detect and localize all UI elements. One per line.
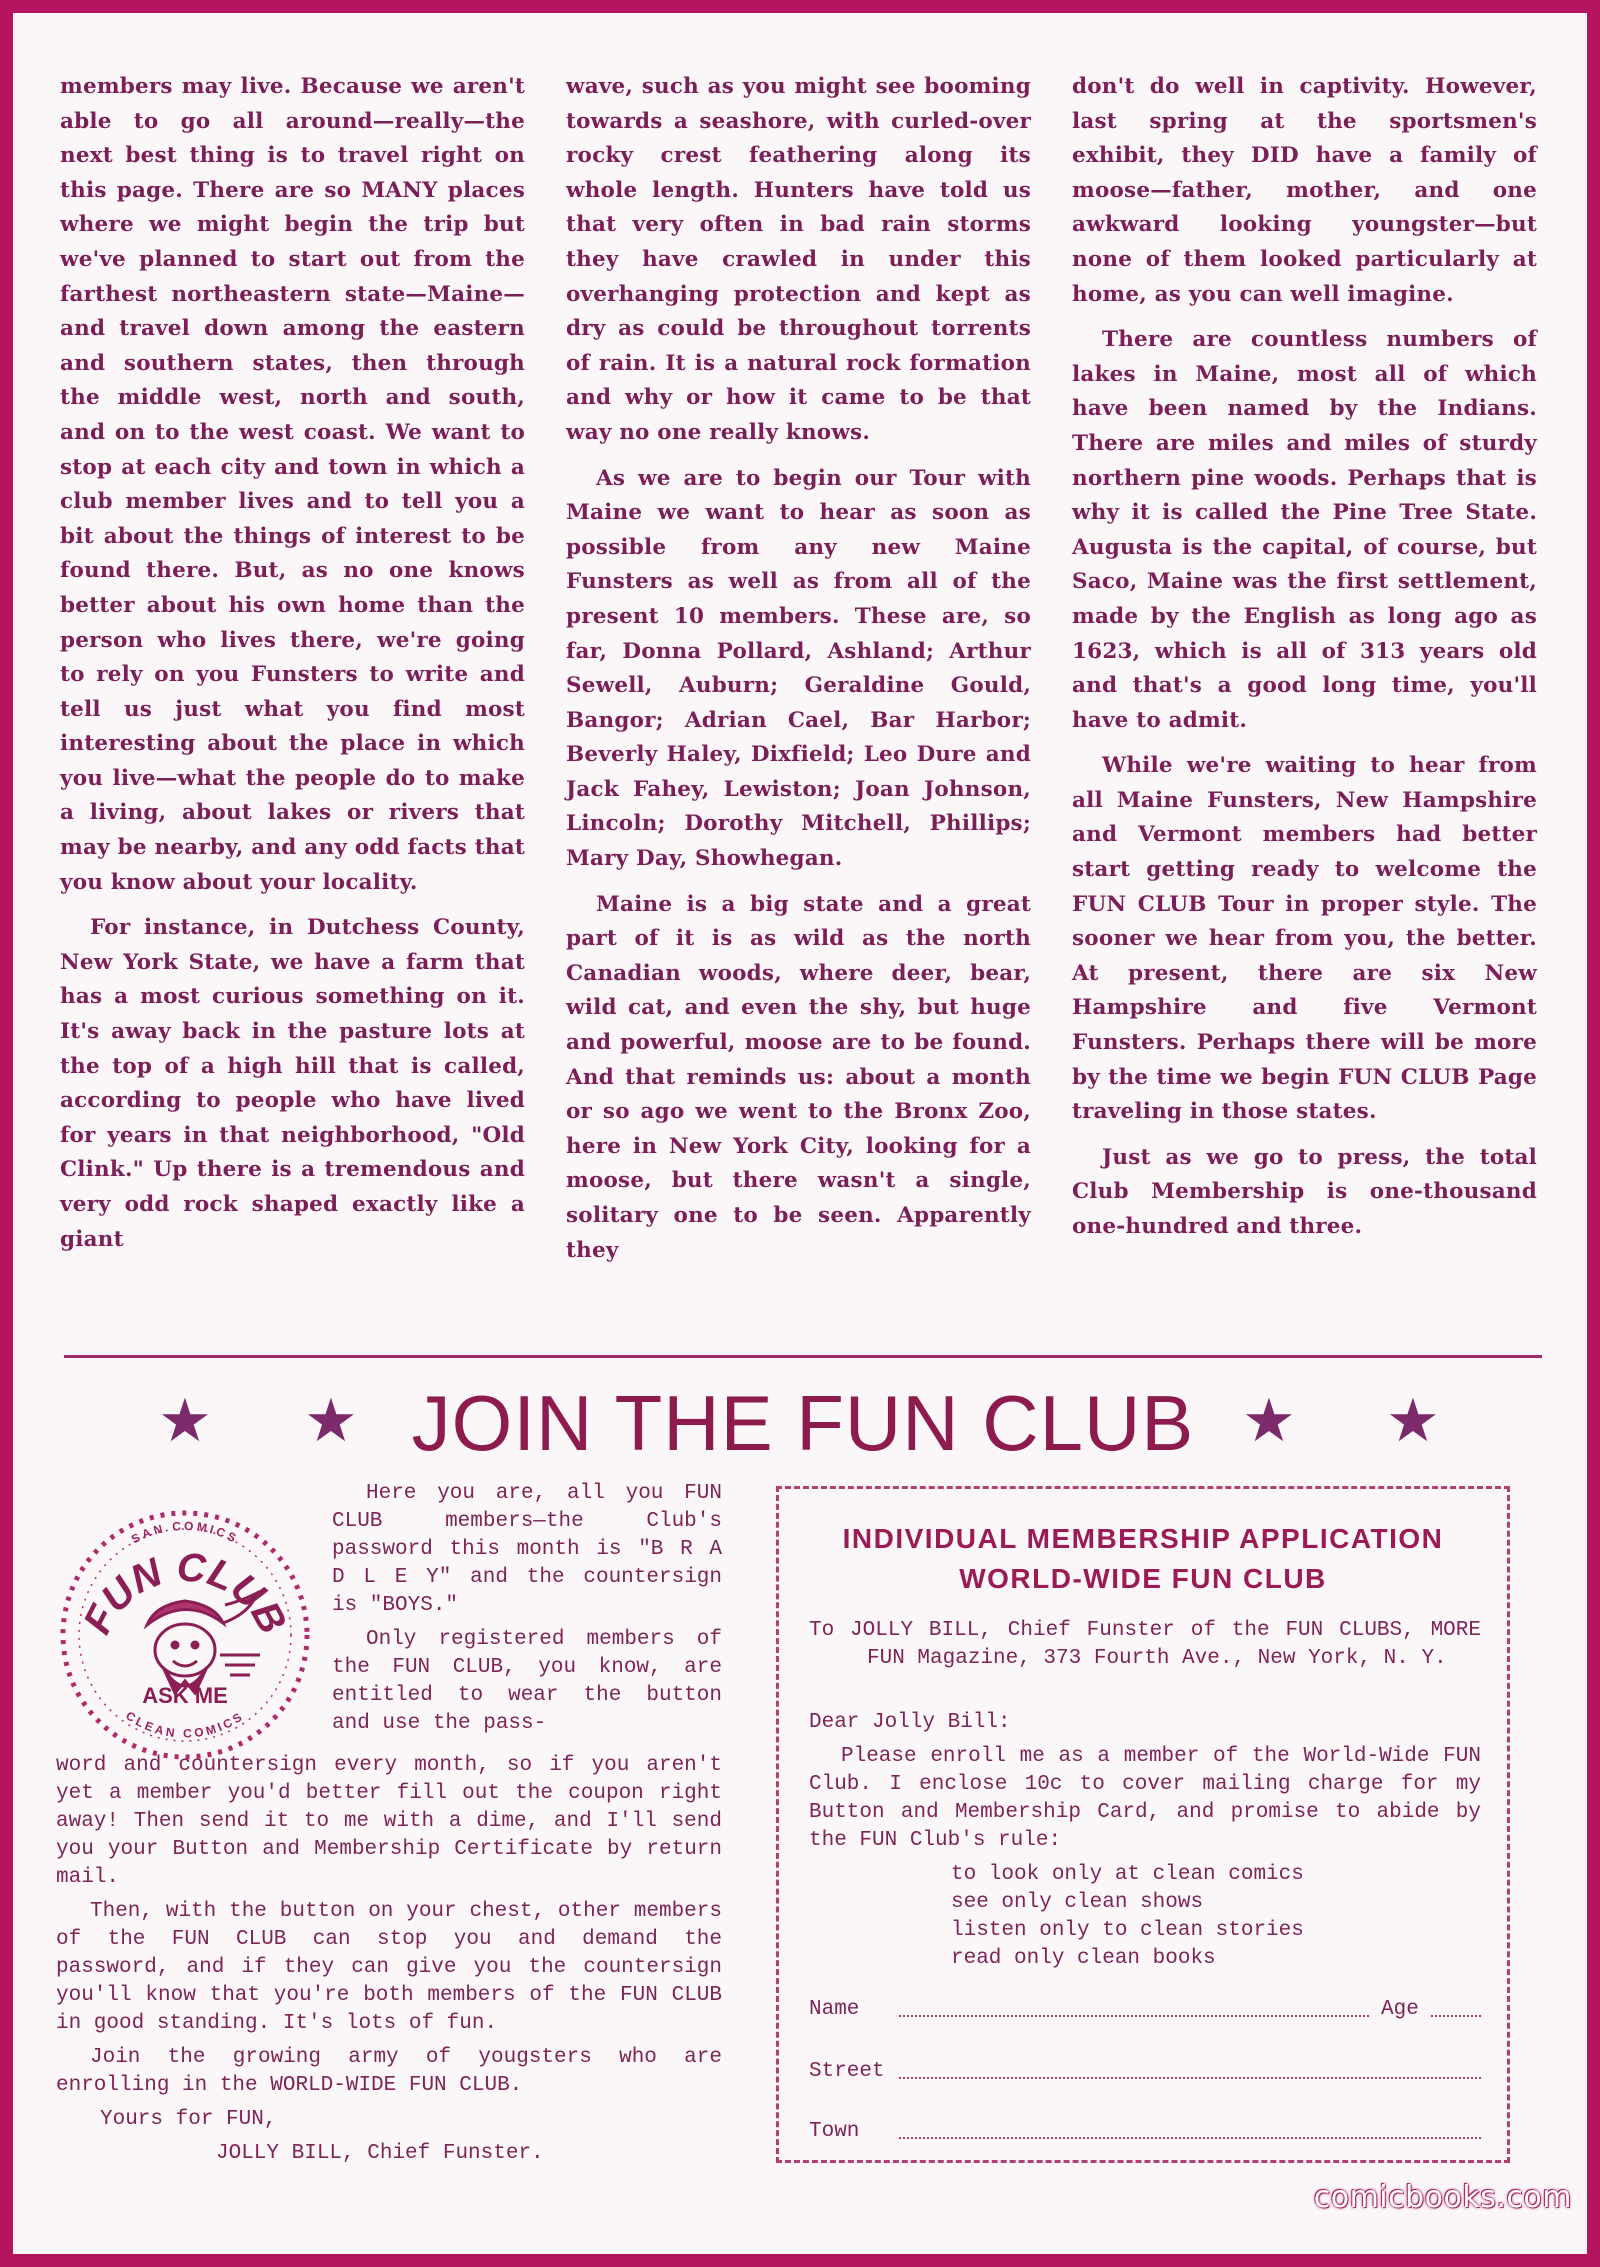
street-label: Street [809,2060,885,2083]
article-paragraph: While we're waiting to hear from all Maine Funsters, New Hampshire and Vermont members had better start getting ready to welcome the FUN CLUB Tour in proper style. The sooner we hear from you, the better. At present, there are six New Hampshire and five Vermont Funsters. Perhaps there will be more by the time we begin FUN CLUB Page traveling in those states. [1072,753,1537,1125]
article-column-2 [566,70,1031,1279]
age-field[interactable] [1431,2015,1481,2017]
town-row [809,2113,1481,2147]
logo-ring-top-text: SAN COMICS [128,1518,242,1547]
application-salutation: Dear Jolly Bill: [809,1711,1011,1734]
application-title: INDIVIDUAL MEMBERSHIP APPLICATION [842,1523,1444,1554]
club-rule: read only clean books [951,1947,1216,1970]
svg-text:SAN COMICS [129,1519,241,1547]
logo-ask-me-text: ASK ME [142,1683,228,1708]
club-rule: see only clean shows [951,1891,1204,1914]
intro-paragraph: Here you are, all you FUN CLUB members—the Club's password this month is "B R A D L E Y" and the countersign is "BOYS." [332,1482,722,1617]
article-paragraph: Maine is a big state and a great part of it is as wild as the north Canadian woods, where deer, bear, wild cat, and even the shy, but huge and powerful, moose are to be found. And that reminds us: about a month or so ago we went to the Bronx Zoo, here in New York City, looking for a moose, but there wasn't a single, solitary one to be seen. Apparently they [566,891,1031,1263]
intro-paragraph: Join the growing army of yougsters who are enrolling in the WORLD-WIDE FUN CLUB. [56,2046,722,2097]
name-label: Name [809,1998,860,2021]
club-rule: to look only at clean comics [951,1863,1304,1886]
star-icon: ★ [158,1386,212,1456]
fun-club-intro-top [332,1480,722,1744]
logo-ring-bottom-text: CLEAN COMICS [123,1708,247,1741]
address-line: To JOLLY BILL, Chief Funster of the FUN CLUBS, MORE FUN Magazine, 373 Fourth Ave., New York, N. Y. [809,1619,1481,1670]
application-body: Please enroll me as a member of the World-Wide FUN Club. I enclose 10c to cover mailing charge for my Button and Membership Card, and promise to abide by the FUN Club's rule: [809,1745,1481,1852]
street-field[interactable] [899,2077,1481,2079]
application-subtitle: WORLD-WIDE FUN CLUB [959,1563,1327,1594]
section-divider [64,1355,1542,1358]
intro-paragraph: Then, with the button on your chest, other members of the FUN CLUB can stop you and demand the password, and if they can give you the countersign you'll know that you're both members of the FUN CLUB in good standing. It's lots of fun. [56,1900,722,2035]
article-column-1 [60,70,525,1268]
star-icon: ★ [304,1386,358,1456]
fun-club-button-logo [55,1505,315,1765]
name-age-row [809,1991,1481,2025]
article-paragraph: Just as we go to press, the total Club Membership is one-thousand one-hundred and three. [1072,1144,1537,1239]
signature-closing: Yours for FUN, [100,2108,277,2131]
article-paragraph: There are countless numbers of lakes in Maine, most all of which have been named by the Indians. There are miles and miles of sturdy northern pine woods. Perhaps that is why it is called the Pine Tree State. Augusta is the capital, of course, but Saco, Maine was the first settlement, made by the English as long ago as 1623, which is all of 313 years old and that's a good long time, you'll have to admit. [1072,327,1537,733]
street-row [809,2053,1481,2087]
logo-title-text: FUN CLUB [75,1545,295,1641]
article-paragraph: members may live. Because we aren't able to go all around—really—the next best thing is to travel right on this page. There are so MANY places where we might begin the trip but we've planned to start out from the farthest northeastern state—Maine—and travel down among the eastern and southern states, then through the middle west, north and south, and on to the west coast. We want to stop at each city and town in which a club member lives and to tell you a bit about the things of interest to be found there. But, as no one knows better about his own home than the person who lives there, we're going to rely on you Funsters to write and tell us just what you find most interesting about the place in which you live—what the people do to make a living, about lakes or rivers that may be nearby, and any odd facts that you know about your locality. [60,74,525,895]
section-headline: JOIN THE FUN CLUB [411,1379,1195,1467]
svg-text:FUN CLUB [75,1545,294,1640]
signature-name: JOLLY BILL, Chief Funster. [216,2142,544,2165]
star-icon: ★ [1386,1386,1440,1456]
age-label: Age [1381,1998,1419,2021]
article-paragraph: As we are to begin our Tour with Maine we want to hear as soon as possible from any new Maine Funsters as well as from all of the present 10 members. These are, so far, Donna Pollard, Ashland; Arthur Sewell, Auburn; Geraldine Gould, Bangor; Adrian Cael, Bar Harbor; Beverly Haley, Dixfield; Leo Dure and Jack Fahey, Lewiston; Joan Johnson, Lincoln; Dorothy Mitchell, Phillips; Mary Day, Showhegan. [566,465,1031,872]
town-label: Town [809,2120,860,2143]
article-column-3 [1072,70,1537,1256]
town-field[interactable] [899,2137,1481,2139]
site-watermark: comicbooks.com [1313,2180,1572,2215]
club-rules-list [951,1861,1304,1973]
article-paragraph: wave, such as you might see booming towards a seashore, with curled-over rocky crest feathering along its whole length. Hunters have told us that very often in bad rain storms they have crawled in under this overhanging protection and kept as dry as could be throughout torrents of rain. It is a natural rock formation and why or how it came to be that way no one really knows. [566,74,1031,445]
svg-text:CLEAN COMICS [123,1708,247,1740]
membership-application-coupon[interactable] [776,1486,1510,2163]
intro-paragraph: Only registered members of the FUN CLUB, you know, are entitled to wear the button and use the pass- [332,1628,722,1735]
name-field[interactable] [899,2015,1369,2017]
star-icon: ★ [1242,1386,1296,1456]
club-rule: listen only to clean stories [951,1919,1304,1942]
headline-row [64,1378,1542,1478]
application-address [809,1617,1481,1673]
article-paragraph: For instance, in Dutchess County, New York State, we have a farm that has a most curious something on it. It's away back in the pasture lots at the top of a high hill that is called, according to people who have lived for years in that neighborhood, "Old Clink." Up there is a tremendous and very odd rock shaped exactly like a giant [60,915,525,1252]
fun-club-intro-body [56,1752,722,2174]
article-paragraph: don't do well in captivity. However, last spring at the sportsmen's exhibit, they DID have a family of moose—father, mother, and one awkward looking youngster—but none of them looked particularly at home, as you can well imagine. [1072,74,1537,307]
intro-paragraph: word and countersign every month, so if you aren't yet a member you'd better fill out the coupon right away! Then send it to me with a dime, and I'll send you your Button and Membership Certificate by return mail. [56,1754,722,1889]
